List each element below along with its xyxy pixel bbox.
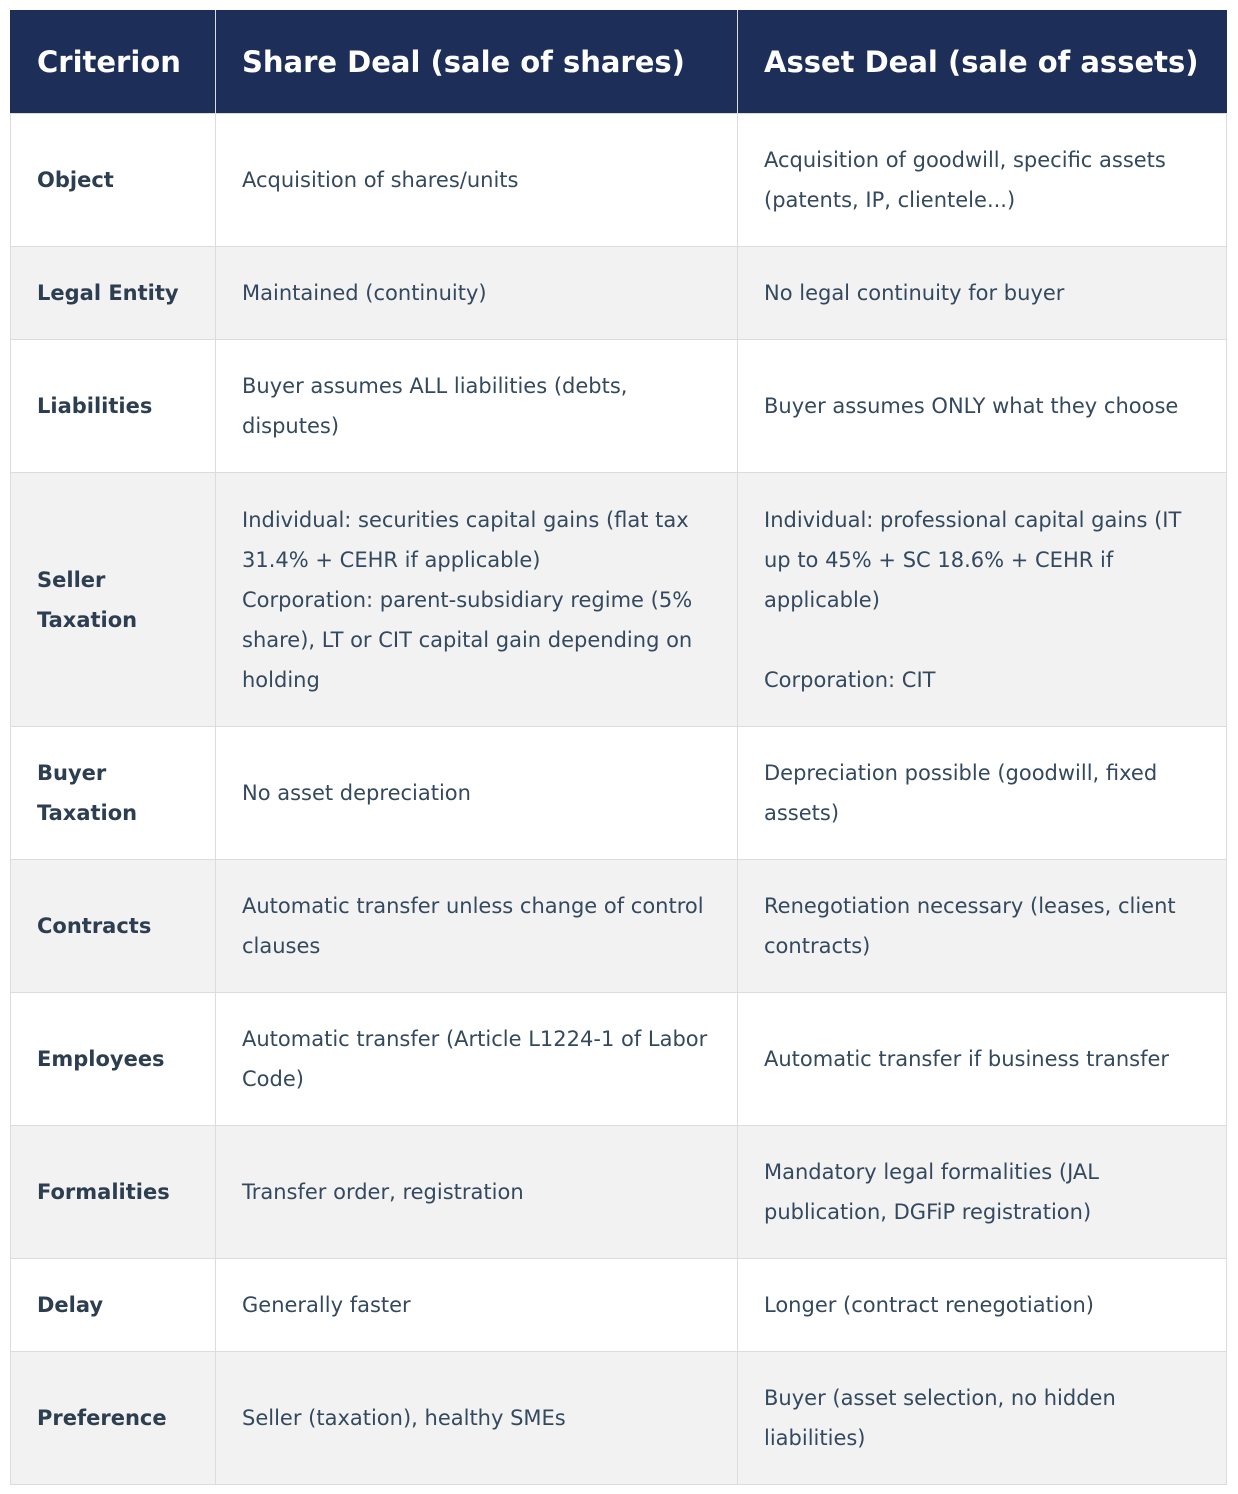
asset-deal-cell: Depreciation possible (goodwill, fixed assets)	[738, 727, 1227, 860]
asset-deal-cell: Renegotiation necessary (leases, client contracts)	[738, 860, 1227, 993]
criterion-cell: Employees	[11, 993, 216, 1126]
table-row	[11, 247, 1227, 340]
table-row	[11, 114, 1227, 247]
asset-deal-cell: No legal continuity for buyer	[738, 247, 1227, 340]
criterion-cell: Legal Entity	[11, 247, 216, 340]
header-row	[11, 10, 1227, 114]
share-deal-line: Corporation: parent-subsidiary regime (5% share), LT or CIT capital gain depending on holding	[242, 587, 693, 692]
share-deal-cell: Automatic transfer (Article L1224-1 of Labor Code)	[216, 993, 738, 1126]
share-deal-cell: Generally faster	[216, 1259, 738, 1352]
share-deal-cell: Acquisition of shares/units	[216, 114, 738, 247]
table-row	[11, 1259, 1227, 1352]
comparison-table-container	[10, 10, 1226, 1485]
comparison-table	[10, 10, 1227, 1485]
share-deal-cell: Automatic transfer unless change of control clauses	[216, 860, 738, 993]
table-row	[11, 860, 1227, 993]
asset-deal-cell: Longer (contract renegotiation)	[738, 1259, 1227, 1352]
criterion-cell: Liabilities	[11, 340, 216, 473]
asset-deal-cell: Buyer assumes ONLY what they choose	[738, 340, 1227, 473]
share-deal-cell: Buyer assumes ALL liabilities (debts, disputes)	[216, 340, 738, 473]
criterion-cell: Preference	[11, 1352, 216, 1485]
header-asset-deal: Asset Deal (sale of assets)	[738, 10, 1227, 114]
table-row	[11, 727, 1227, 860]
criterion-cell: Contracts	[11, 860, 216, 993]
asset-deal-line: Individual: professional capital gains (IT up to 45% + SC 18.6% + CEHR if applicable)	[764, 507, 1182, 612]
asset-deal-cell: Buyer (asset selection, no hidden liabilities)	[738, 1352, 1227, 1485]
share-deal-cell	[216, 473, 738, 727]
header-criterion: Criterion	[11, 10, 216, 114]
header-share-deal: Share Deal (sale of shares)	[216, 10, 738, 114]
criterion-cell: Buyer Taxation	[11, 727, 216, 860]
share-deal-cell: No asset depreciation	[216, 727, 738, 860]
criterion-cell: Delay	[11, 1259, 216, 1352]
share-deal-line: Individual: securities capital gains (flat tax 31.4% + CEHR if applicable)	[242, 507, 689, 572]
asset-deal-cell: Acquisition of goodwill, specific assets (patents, IP, clientele...)	[738, 114, 1227, 247]
share-deal-cell: Transfer order, registration	[216, 1126, 738, 1259]
table-row	[11, 340, 1227, 473]
paragraph-gap	[764, 620, 1200, 660]
criterion-cell: Object	[11, 114, 216, 247]
asset-deal-cell	[738, 473, 1227, 727]
table-row	[11, 1352, 1227, 1485]
share-deal-cell: Maintained (continuity)	[216, 247, 738, 340]
criterion-cell: Formalities	[11, 1126, 216, 1259]
asset-deal-line: Corporation: CIT	[764, 667, 936, 692]
table-row	[11, 473, 1227, 727]
table-row	[11, 993, 1227, 1126]
asset-deal-cell: Mandatory legal formalities (JAL publication, DGFiP registration)	[738, 1126, 1227, 1259]
table-row	[11, 1126, 1227, 1259]
share-deal-cell: Seller (taxation), healthy SMEs	[216, 1352, 738, 1485]
criterion-cell: Seller Taxation	[11, 473, 216, 727]
asset-deal-cell: Automatic transfer if business transfer	[738, 993, 1227, 1126]
